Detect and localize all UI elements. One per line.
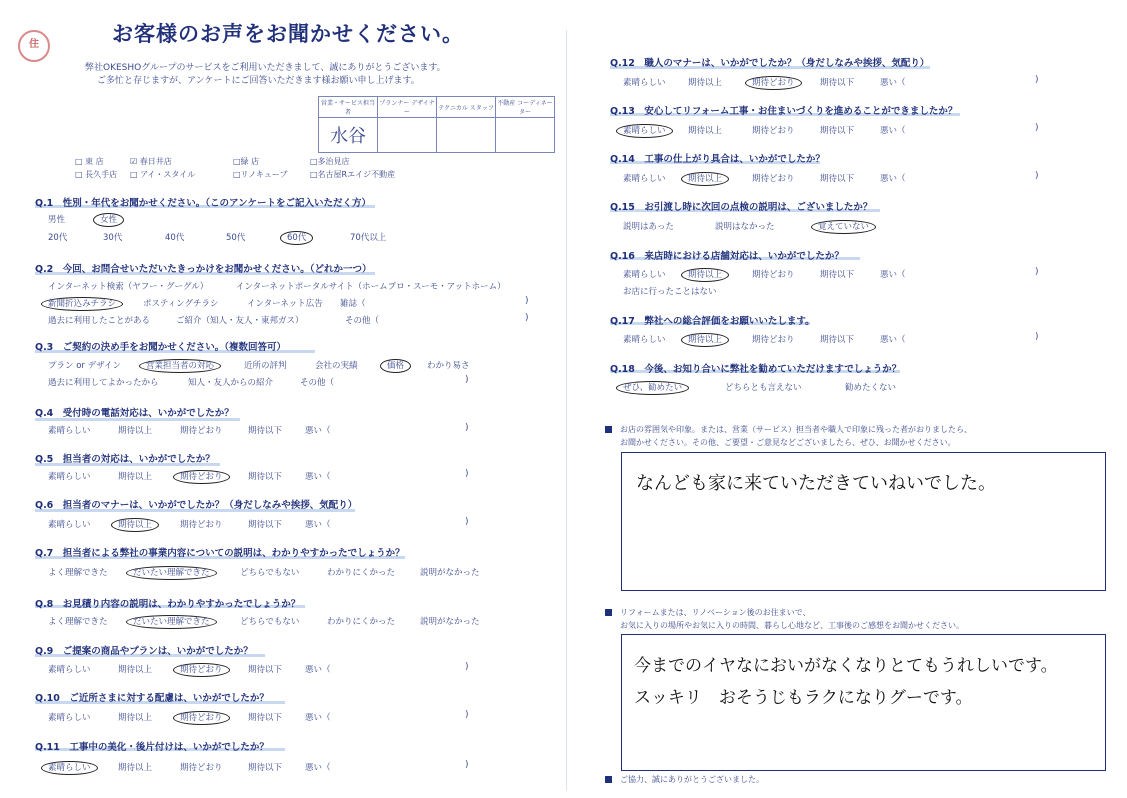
rating-option[interactable]: 期待以下 (248, 713, 283, 723)
age-option-selected[interactable]: 60代 (287, 231, 313, 243)
explain-option[interactable]: どちらでもない (240, 617, 300, 627)
q9-label: Q.9 ご提案の商品やプランは、いかがでしたか？ (35, 646, 253, 657)
reason-option[interactable]: わかり易さ (427, 361, 470, 371)
q8-label: Q.8 お見積り内容の説明は、わかりやすかったでしょうか？ (35, 599, 301, 610)
rating-option[interactable]: 素晴らしい (48, 472, 91, 482)
rating-option-selected[interactable]: 期待以上 (688, 172, 729, 184)
staff-header: テクニカル スタッフ (437, 97, 496, 118)
rating-option[interactable]: 期待どおり (180, 763, 223, 773)
never-visited-option[interactable]: お店に行ったことはない (623, 287, 717, 297)
rating-option[interactable]: 期待以上 (688, 126, 723, 136)
inspection-option-selected[interactable]: 覚えていない (818, 220, 876, 232)
recommend-option[interactable]: 勧めたくない (845, 383, 897, 393)
rating-option-selected[interactable]: 期待以上 (118, 518, 159, 530)
rating-option[interactable]: 悪い（ (305, 426, 331, 436)
rating-option[interactable]: 素晴らしい (623, 174, 666, 184)
rating-option[interactable]: 悪い（ (880, 174, 906, 184)
age-option[interactable]: 50代 (226, 233, 246, 243)
age-option[interactable]: 40代 (165, 233, 185, 243)
paren-close: ) (465, 423, 469, 433)
q16-label: Q.16 来店時における店舗対応は、いかがでしたか？ (610, 251, 844, 262)
rating-option[interactable]: 期待以上 (118, 472, 153, 482)
company-stamp: 住 (18, 30, 50, 62)
rating-option[interactable]: 悪い（ (305, 520, 331, 530)
staff-header: 不動産 コーディネーター (496, 97, 555, 118)
rating-option[interactable]: 素晴らしい (48, 426, 91, 436)
reason-option-selected[interactable]: 価格 (387, 359, 411, 371)
comment-prompt-2: リフォームまたは、リノベーション後のお住まいで、 (605, 607, 810, 618)
rating-option[interactable]: 期待以下 (248, 665, 283, 675)
rating-option[interactable]: 期待以下 (248, 472, 283, 482)
comment-prompt-1b: お聞かせください。その他、ご要望・ご意見などございましたら、ぜひ、お聞かせください。 (620, 438, 956, 447)
rating-option[interactable]: 期待以下 (820, 270, 855, 280)
staff-table (318, 96, 555, 153)
age-option[interactable]: 30代 (103, 233, 123, 243)
gender-option-selected[interactable]: 女性 (100, 213, 124, 225)
paren-close: ) (1035, 171, 1039, 181)
rating-option[interactable]: 素晴らしい (48, 520, 91, 530)
q14-label: Q.14 工事の仕上がり具合は、いかがでしたか？ (610, 154, 825, 165)
q11-label: Q.11 工事中の美化・後片付けは、いかがでしたか？ (35, 742, 269, 753)
explain-option[interactable]: よく理解できた (48, 617, 108, 627)
explain-option[interactable]: わかりにくかった (327, 568, 396, 578)
rating-option[interactable]: 期待以上 (118, 763, 153, 773)
comment-prompt-2b: お気に入りの場所やお気に入りの時間、暮らし心地など、工事後のご感想をお聞かせください。 (620, 621, 964, 630)
q1-label: Q.1 性別・年代をお聞かせください。（このアンケートをご記入いただく方） (35, 198, 371, 209)
age-option[interactable]: 20代 (48, 233, 68, 243)
explain-option[interactable]: 説明がなかった (420, 617, 480, 627)
paren-close: ) (1035, 75, 1039, 85)
rating-option[interactable]: 期待以上 (118, 713, 153, 723)
rating-option-selected[interactable]: 期待どおり (180, 711, 230, 723)
trigger-option[interactable]: インターネット検索（ヤフー・グーグル） (48, 282, 209, 292)
rating-option[interactable]: 悪い（ (880, 335, 906, 345)
paren-close: ) (465, 760, 469, 770)
rating-option-selected[interactable]: 期待以上 (688, 333, 729, 345)
rating-option[interactable]: 期待以上 (118, 665, 153, 675)
trigger-option[interactable]: ポスティングチラシ (143, 299, 219, 309)
bullet-square-icon (605, 426, 612, 433)
rating-option[interactable]: 素晴らしい (48, 713, 91, 723)
q18-label: Q.18 今後、お知り合いに弊社を勧めていただけますでしょうか？ (610, 364, 902, 375)
staff-value (496, 118, 555, 153)
rating-option-selected[interactable]: 期待どおり (180, 470, 230, 482)
rating-option-selected[interactable]: 期待どおり (752, 76, 802, 88)
q7-label: Q.7 担当者による弊社の事業内容についての説明は、わかりやすかったでしょうか？ (35, 548, 405, 559)
rating-option[interactable]: 期待以上 (688, 78, 723, 88)
rating-option[interactable]: 期待どおり (752, 174, 795, 184)
q15-label: Q.15 お引渡し時に次回の点検の説明は、ございましたか？ (610, 202, 873, 213)
store-checkbox[interactable]: □ 長久手店 (75, 170, 118, 179)
rating-option[interactable]: 期待以下 (820, 174, 855, 184)
paren-close: ) (1035, 123, 1039, 133)
rating-option[interactable]: 期待どおり (752, 126, 795, 136)
paren-close: ) (465, 517, 469, 527)
q5-label: Q.5 担当者の対応は、いかがでしたか？ (35, 454, 215, 465)
trigger-option[interactable]: インターネットポータルサイト（ホームプロ・スーモ・アットホーム） (236, 282, 506, 292)
q2-label: Q.2 今回、お問合せいただいたきっかけをお聞かせください。（どれか一つ） (35, 264, 372, 275)
comment-prompt-1: お店の雰囲気や印象。または、営業（サービス）担当者や職人で印象に残った者がおりましたら、 (605, 424, 972, 435)
paren-close: ) (465, 710, 469, 720)
paren-close: ) (465, 375, 469, 385)
comment-box-1[interactable] (621, 452, 1106, 591)
rating-option-selected[interactable]: 素晴らしい (623, 124, 673, 136)
store-checkbox[interactable]: □ アイ・スタイル (130, 170, 196, 179)
intro-line-1: 弊社OKESHOグループのサービスをご利用いただきまして、誠にありがとうございます。 (85, 63, 446, 73)
intro-line-2: ご多忙と存じますが、アンケートにご回答いただきます様お願い申し上げます。 (97, 76, 420, 86)
rating-option[interactable]: 悪い（ (305, 665, 331, 675)
rating-option[interactable]: 期待以上 (118, 426, 153, 436)
explain-option-selected[interactable]: だいたい理解できた (133, 615, 217, 627)
paren-close: ) (525, 296, 529, 306)
q10-label: Q.10 ご近所さまに対する配慮は、いかがでしたか？ (35, 693, 269, 704)
q12-label: Q.12 職人のマナーは、いかがでしたか？（身だしなみや挨拶、気配り） (610, 58, 930, 69)
paren-close: ) (525, 313, 529, 323)
trigger-option[interactable]: ご紹介（知人・友人・東邦ガス） (176, 316, 304, 326)
rating-option[interactable]: 期待以下 (248, 763, 283, 773)
q13-label: Q.13 安心してリフォーム工事・お住まいづくりを進めることができましたか？ (610, 106, 958, 117)
rating-option[interactable]: 素晴らしい (623, 270, 666, 280)
rating-option-selected[interactable]: 期待どおり (180, 663, 230, 675)
store-checkbox[interactable]: ☑ 春日井店 (130, 157, 172, 166)
rating-option[interactable]: 期待どおり (752, 335, 795, 345)
column-divider (566, 30, 567, 790)
rating-option[interactable]: 悪い（ (305, 713, 331, 723)
explain-option-selected[interactable]: だいたい理解できた (133, 566, 217, 578)
rating-option[interactable]: 期待どおり (180, 426, 223, 436)
rating-option[interactable]: 悪い（ (880, 126, 906, 136)
rating-option[interactable]: 悪い（ (880, 78, 906, 88)
reason-option[interactable]: その他（ (300, 378, 335, 388)
trigger-option[interactable]: 過去に利用したことがある (48, 316, 151, 326)
rating-option[interactable]: 素晴らしい (48, 665, 91, 675)
reason-option[interactable]: 近所の評判 (244, 361, 287, 371)
store-checkbox[interactable]: □多治見店 (310, 157, 350, 166)
inspection-option[interactable]: 説明はなかった (715, 222, 775, 232)
q3-label: Q.3 ご契約の決め手をお聞かせください。（複数回答可） (35, 342, 287, 353)
reason-option[interactable]: 知人・友人からの紹介 (188, 378, 274, 388)
trigger-option[interactable]: インターネット広告 (247, 299, 323, 309)
reason-option-selected[interactable]: 営業担当者の対応 (146, 359, 221, 371)
staff-header: プランナー デザイナー (378, 97, 437, 118)
rating-option[interactable]: 悪い（ (305, 763, 331, 773)
paren-close: ) (1035, 332, 1039, 342)
closing-message: ご協力、誠にありがとうございました。 (605, 774, 764, 785)
bullet-square-icon (605, 609, 612, 616)
recommend-option[interactable]: どちらとも言えない (725, 383, 802, 393)
comment-answer-1: なんども家に来ていただきていねいでした。 (636, 473, 996, 494)
rating-option-selected[interactable]: 素晴らしい (48, 761, 98, 773)
rating-option[interactable]: 期待以下 (248, 520, 283, 530)
rating-option[interactable]: 素晴らしい (623, 78, 666, 88)
paren-close: ) (465, 469, 469, 479)
paren-close: ) (465, 662, 469, 672)
store-checkbox[interactable]: □ 東 店 (75, 157, 104, 166)
paren-close: ) (1035, 267, 1039, 277)
trigger-option[interactable]: 雑誌（ (340, 299, 366, 309)
gender-option[interactable]: 男性 (48, 215, 66, 225)
store-checkbox[interactable]: □リノキューブ (233, 170, 288, 179)
explain-option[interactable]: わかりにくかった (327, 617, 396, 627)
inspection-option[interactable]: 説明はあった (623, 222, 674, 232)
recommend-option-selected[interactable]: ぜひ、勧めたい (623, 381, 689, 393)
explain-option[interactable]: どちらでもない (240, 568, 300, 578)
reason-option[interactable]: 過去に利用してよかったから (48, 378, 159, 388)
rating-option[interactable]: 悪い（ (880, 270, 906, 280)
staff-value (378, 118, 437, 153)
rating-option[interactable]: 期待以下 (820, 78, 855, 88)
rating-option[interactable]: 期待どおり (180, 520, 223, 530)
trigger-option-selected[interactable]: 新聞折込みチラシ (48, 297, 123, 309)
staff-header: 営業・サービス担当者 (319, 97, 378, 118)
trigger-option[interactable]: その他（ (345, 316, 380, 326)
q6-label: Q.6 担当者のマナーは、いかがでしたか？（身だしなみや挨拶、気配り） (35, 500, 358, 511)
q17-label: Q.17 弊社への総合評価をお願いいたします。 (610, 316, 815, 327)
store-checkbox[interactable]: □緑 店 (233, 157, 260, 166)
q4-label: Q.4 受付時の電話対応は、いかがでしたか？ (35, 408, 234, 419)
explain-option[interactable]: よく理解できた (48, 568, 108, 578)
comment-answer-2b: スッキリ おそうじもラクになりグーです。 (634, 688, 973, 708)
comment-box-2[interactable] (621, 634, 1106, 771)
store-checkbox[interactable]: □名古屋Rエイジ不動産 (310, 170, 396, 179)
rating-option[interactable]: 期待以下 (820, 126, 855, 136)
comment-answer-2a: 今までのイヤなにおいがなくなりとてもうれしいです。 (634, 656, 1058, 676)
rating-option[interactable]: 素晴らしい (623, 335, 666, 345)
reason-option[interactable]: 会社の実績 (315, 361, 358, 371)
staff-value-sales: 水谷 (319, 118, 378, 153)
page-title: お客様のお声をお聞かせください。 (112, 22, 464, 46)
rating-option[interactable]: 期待以下 (248, 426, 283, 436)
staff-value (437, 118, 496, 153)
rating-option-selected[interactable]: 期待以上 (688, 268, 729, 280)
rating-option[interactable]: 悪い（ (305, 472, 331, 482)
explain-option[interactable]: 説明がなかった (420, 568, 480, 578)
rating-option[interactable]: 期待どおり (752, 270, 795, 280)
reason-option[interactable]: プラン or デザイン (48, 361, 122, 371)
rating-option[interactable]: 期待以下 (820, 335, 855, 345)
age-option[interactable]: 70代以上 (350, 233, 387, 243)
bullet-square-icon (605, 776, 612, 783)
